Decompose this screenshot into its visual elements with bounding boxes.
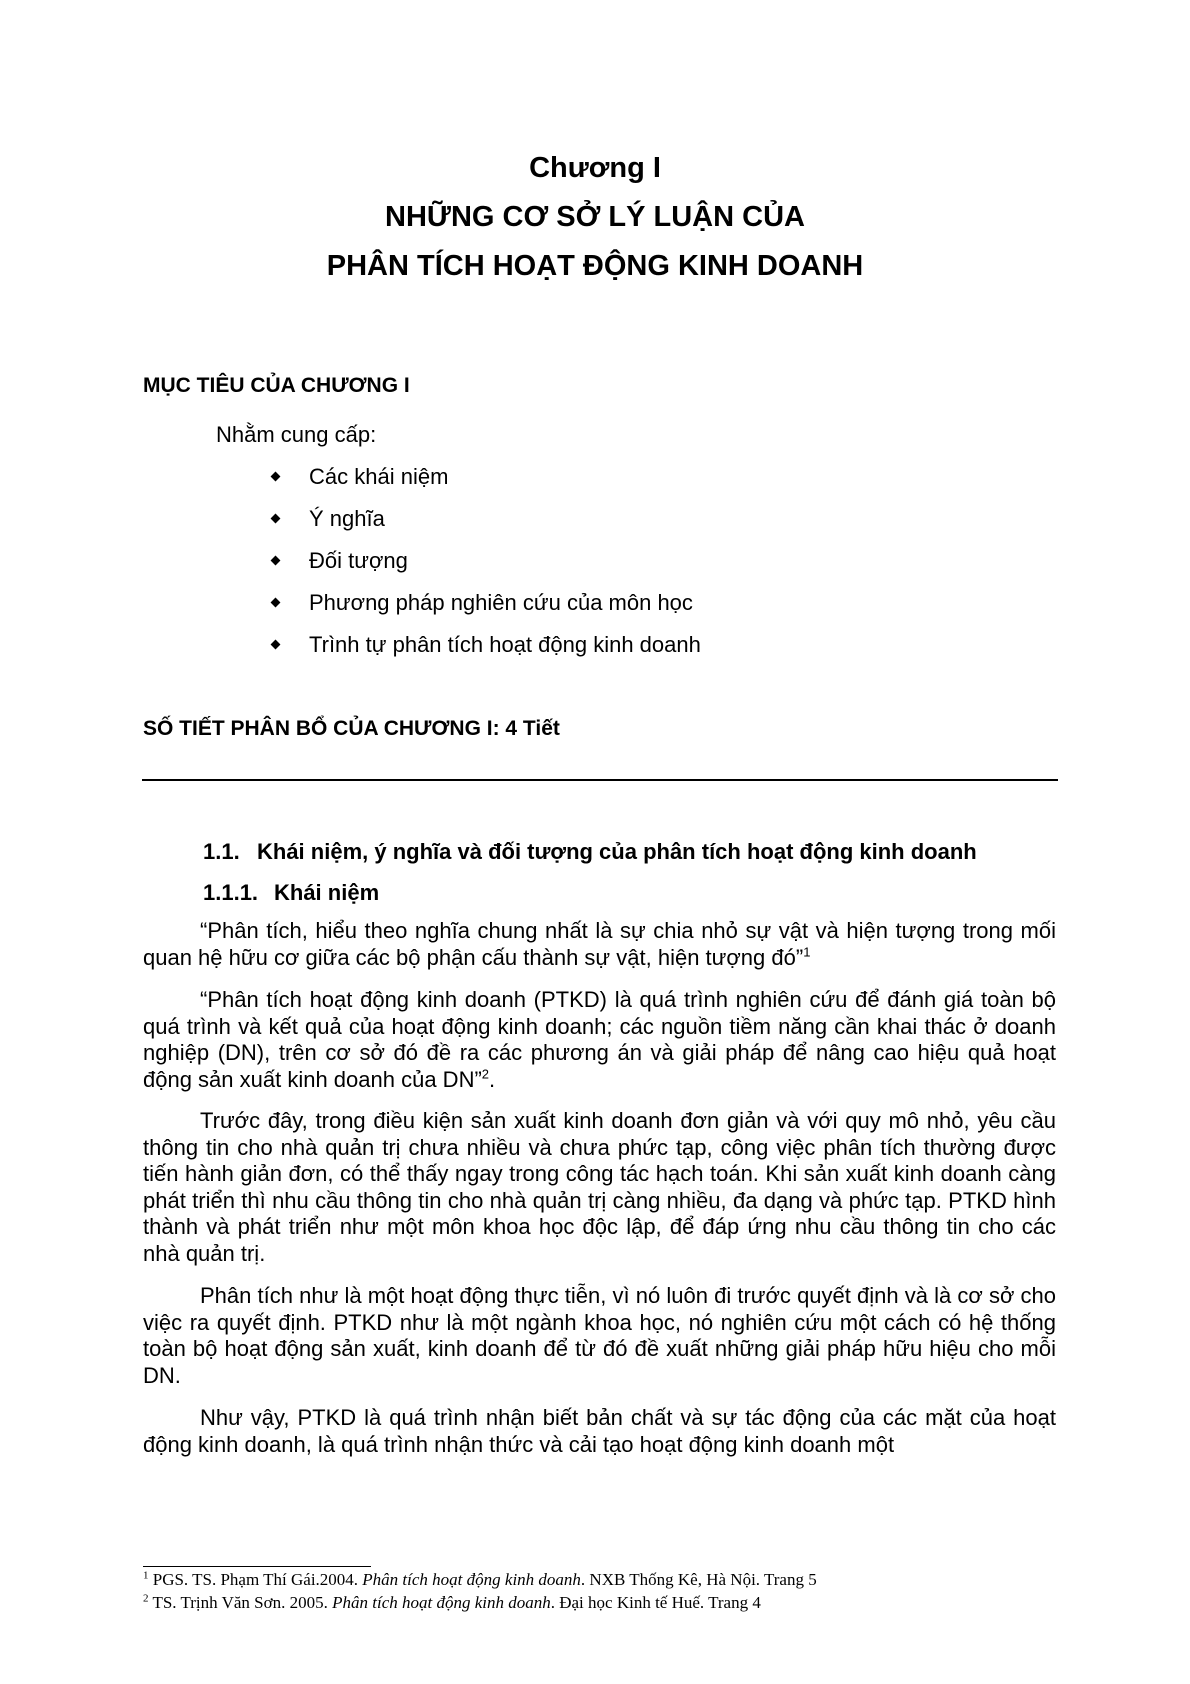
footnote-number: 2	[143, 1592, 149, 1605]
hours-heading: SỐ TIẾT PHÂN BỔ CỦA CHƯƠNG I: 4 Tiết	[143, 717, 560, 740]
footnote-2	[143, 1593, 761, 1613]
paragraph-text: “Phân tích, hiểu theo nghĩa chung nhất là sự chia nhỏ sự vật và hiện tượng trong mối quan hệ hữu cơ giữa các bộ phận cấu thành sự vật, hiện tượng đó”	[143, 918, 1056, 970]
footnote-book-title: Phân tích hoạt động kinh doanh	[362, 1570, 581, 1589]
section-title: Khái niệm	[274, 880, 380, 905]
list-item	[272, 462, 701, 504]
list-item	[272, 630, 701, 672]
paragraph-4: Phân tích như là một hoạt động thực tiễn, vì nó luôn đi trước quyết định và là cơ sở cho việc ra quyết định. PTKD như là một ngành khoa học, nó nghiên cứu một cách có hệ thống toàn bộ hoạt động sản xuất, kinh doanh để từ đó đề xuất những giải pháp hữu hiệu cho mỗi DN.	[143, 1283, 1056, 1388]
footnote-text: TS. Trịnh Văn Sơn. 2005.	[148, 1593, 333, 1612]
section-number: 1.1.1.	[203, 880, 259, 905]
list-item	[272, 546, 701, 588]
list-item-text: Đối tượng	[309, 548, 408, 573]
objectives-list	[272, 462, 701, 672]
list-item	[272, 588, 701, 630]
diamond-bullet-icon	[271, 598, 281, 608]
chapter-label: Chương I	[529, 152, 661, 184]
chapter-title-line-2: PHÂN TÍCH HOẠT ĐỘNG KINH DOANH	[326, 250, 864, 282]
list-item-text: Các khái niệm	[309, 464, 449, 489]
list-item-text: Phương pháp nghiên cứu của môn học	[309, 590, 693, 615]
paragraph-3: Trước đây, trong điều kiện sản xuất kinh doanh đơn giản và với quy mô nhỏ, yêu cầu thông tin cho nhà quản trị chưa nhiều và chưa phức tạp, công việc phân tích thường được tiến hành giản đơn, có thể thấy ngay trong công tác hạch toán. Khi sản xuất kinh doanh càng phát triển thì nhu cầu thông tin cho nhà quản trị càng nhiều, đa dạng và phức tạp. PTKD hình thành và phát triển như một môn khoa học độc lập, để đáp ứng nhu cầu thông tin cho các nhà quản trị.	[143, 1108, 1056, 1266]
footnote-reference[interactable]: 1	[803, 944, 811, 960]
section-number: 1.1.	[203, 839, 240, 864]
footnote-1	[143, 1570, 817, 1590]
list-item	[272, 504, 701, 546]
paragraph-5: Như vậy, PTKD là quá trình nhận biết bản chất và sự tác động của các mặt của hoạt động kinh doanh, là quá trình nhận thức và cải tạo hoạt động kinh doanh một	[143, 1405, 1056, 1457]
chapter-title-line-1: NHỮNG CƠ SỞ LÝ LUẬN CỦA	[385, 201, 805, 233]
list-item-text: Trình tự phân tích hoạt động kinh doanh	[309, 632, 701, 657]
diamond-bullet-icon	[271, 640, 281, 650]
paragraph-end: .	[489, 1066, 496, 1092]
objectives-heading: MỤC TIÊU CỦA CHƯƠNG I	[143, 374, 410, 397]
footnote-separator	[143, 1566, 371, 1567]
list-item-text: Ý nghĩa	[309, 506, 385, 531]
footnote-text: PGS. TS. Phạm Thí Gái.2004.	[148, 1570, 363, 1589]
objectives-intro: Nhằm cung cấp:	[216, 422, 377, 447]
section-title: Khái niệm, ý nghĩa và đối tượng của phân tích hoạt động kinh doanh	[257, 839, 977, 864]
section-1-1-1-heading	[203, 880, 379, 906]
footnote-text: . NXB Thống Kê, Hà Nội. Trang 5	[580, 1570, 817, 1589]
paragraph-text: “Phân tích hoạt động kinh doanh (PTKD) là quá trình nghiên cứu để đánh giá toàn bộ quá trình và kết quả của hoạt động kinh doanh; các nguồn tiềm năng cần khai thác ở doanh nghiệp (DN), trên cơ sở đó đề ra các phương án và giải pháp để nâng cao hiệu quả hoạt động sản xuất kinh doanh của DN”	[143, 987, 1056, 1092]
section-1-1-heading	[203, 839, 977, 865]
footnote-text: . Đại học Kinh tế Huế. Trang 4	[550, 1593, 761, 1612]
diamond-bullet-icon	[271, 514, 281, 524]
paragraph-2	[143, 987, 1056, 1093]
footnote-book-title: Phân tích hoạt động kinh doanh	[332, 1593, 551, 1612]
diamond-bullet-icon	[271, 472, 281, 482]
footnote-reference[interactable]: 2	[481, 1066, 490, 1082]
footnote-number: 1	[143, 1569, 149, 1582]
horizontal-divider	[142, 779, 1058, 781]
diamond-bullet-icon	[271, 556, 281, 566]
paragraph-1	[143, 918, 1056, 971]
